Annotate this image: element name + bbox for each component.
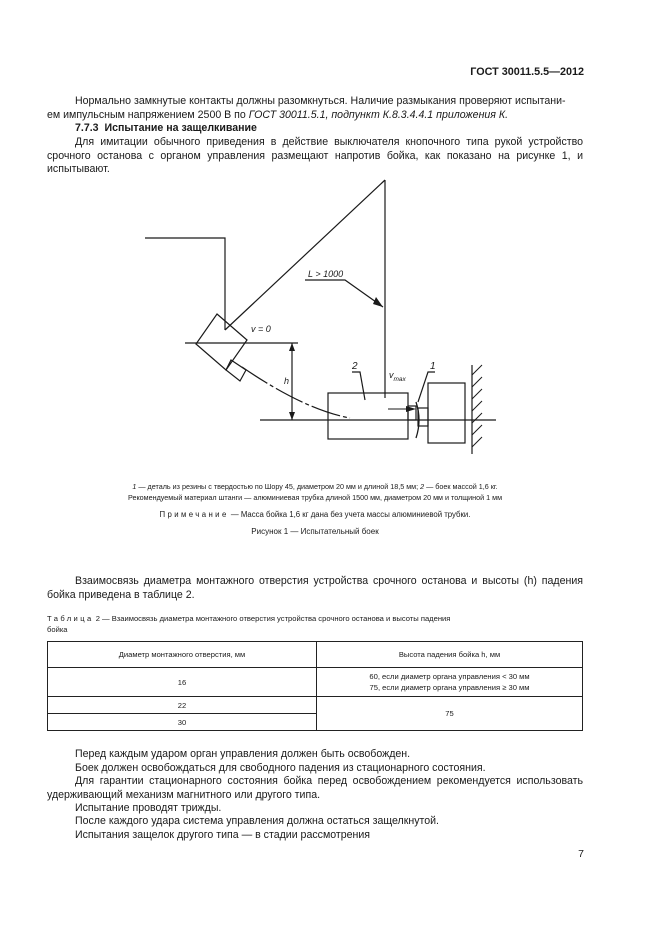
- section-title: Испытание на защелкивание: [104, 122, 257, 134]
- legend-item-number: 2: [420, 482, 425, 491]
- legend-text: — боек массой 1,6 кг.: [424, 482, 498, 491]
- table-header-row: [48, 642, 583, 668]
- closing-paragraph: Испытания защелок другого типа — в стадии рассмотрения: [75, 829, 371, 841]
- table-title: [47, 613, 583, 624]
- closing-paragraph: Для гарантии стационарного состояния бойка перед освобождением рекомендуется использовать удерживающий механизм магнитного или другого типа.: [47, 775, 583, 801]
- guide-line: [145, 238, 225, 330]
- height-cell: [317, 668, 583, 697]
- note-label: Примечание: [159, 510, 229, 519]
- diameter-cell: 22: [48, 697, 317, 714]
- test-striker-figure: [130, 170, 500, 470]
- swing-arm-initial: [225, 180, 385, 330]
- length-leader: [305, 280, 383, 307]
- leader-1: [418, 372, 435, 402]
- diameter-cell: 30: [48, 714, 317, 731]
- height-cell-merged: 75: [317, 697, 583, 731]
- table-row: [48, 668, 583, 697]
- closing-paragraph: Испытание проводят трижды.: [75, 802, 222, 814]
- velocity-zero-label: v = 0: [251, 324, 271, 334]
- table-title-text: 2 — Взаимосвязь диаметра монтажного отверстия устройства срочного останова и высоты падения: [93, 614, 451, 623]
- figure-legend-material: Рекомендуемый материал штанги — алюминиевая трубка длиной 1500 мм, диаметром 20 мм и толщиной 1 мм: [127, 493, 503, 502]
- page-number: 7: [578, 848, 584, 860]
- diameter-cell: 16: [48, 668, 317, 697]
- section-number: 7.7.3: [75, 122, 99, 134]
- figure-note: [47, 510, 583, 519]
- striker-impact: [328, 393, 408, 439]
- table-title-continued: бойка: [47, 625, 68, 634]
- item-1-label: 1: [430, 361, 436, 372]
- table-header-cell: Высота падения бойка h, мм: [317, 642, 583, 668]
- item-2-label: 2: [352, 361, 358, 372]
- height-text: 75, если диаметр органа управления ≥ 30 мм: [369, 683, 530, 692]
- length-label: L > 1000: [308, 269, 344, 279]
- height-text: 60, если диаметр органа управления < 30 мм: [369, 672, 530, 681]
- wall-hatching: [472, 365, 482, 447]
- closing-paragraph: После каждого удара система управления должна остаться защелкнутой.: [75, 815, 439, 827]
- velocity-arrow: [406, 406, 416, 412]
- height-arrow-bottom: [289, 412, 295, 420]
- section-heading: [75, 122, 257, 136]
- device-plate: [428, 383, 465, 443]
- legend-text: — деталь из резины с твердостью по Шору 45, диаметром 20 мм и длиной 18,5 мм;: [136, 482, 421, 491]
- length-arrow: [373, 297, 383, 307]
- closing-paragraph: Боек должен освобождаться для свободного падения из стационарного состояния.: [75, 762, 486, 774]
- closing-paragraph: Перед каждым ударом орган управления должен быть освобожден.: [75, 748, 411, 760]
- figure-legend: [47, 481, 583, 492]
- leader-2: [352, 372, 365, 400]
- note-text: — Масса бойка 1,6 кг дана без учета массы алюминиевой трубки.: [228, 510, 471, 519]
- figure-caption: Рисунок 1 — Испытательный боек: [251, 527, 379, 536]
- paragraph-contacts: Нормально замкнутые контакты должны разомкнуться. Наличие размыкания проверяют испытани-: [75, 95, 566, 107]
- paragraph-method: Для имитации обычного приведения в действие выключателя кнопочного типа рукой устройство срочного останова с органом управления размещают напротив бойка, как показано на рисунке 1, и испытывают.: [47, 136, 583, 176]
- paragraph-contacts-continued: [47, 109, 583, 123]
- height-label: h: [284, 376, 290, 386]
- striker-initial-tip: [226, 360, 246, 381]
- standard-reference: ГОСТ 30011.5.1, подпункт К.8.3.4.4.1 приложения К.: [248, 109, 509, 121]
- striker-initial: [196, 314, 247, 370]
- vmax-label: $v_{max}$: [389, 370, 406, 383]
- table-header-cell: Диаметр монтажного отверстия, мм: [48, 642, 317, 668]
- document-header: ГОСТ 30011.5.5—2012: [470, 66, 584, 78]
- paragraph-table-intro: Взаимосвязь диаметра монтажного отверстия устройства срочного останова и высоты (h) падения бойка приведена в таблице 2.: [47, 575, 583, 601]
- legend-item-number: 1: [132, 482, 137, 491]
- table-label: Таблица: [47, 614, 94, 623]
- height-arrow-top: [289, 343, 295, 351]
- table-row: [48, 697, 583, 714]
- table-2: [47, 641, 583, 731]
- paragraph-text: ем импульсным напряжением 2500 В по: [47, 109, 249, 121]
